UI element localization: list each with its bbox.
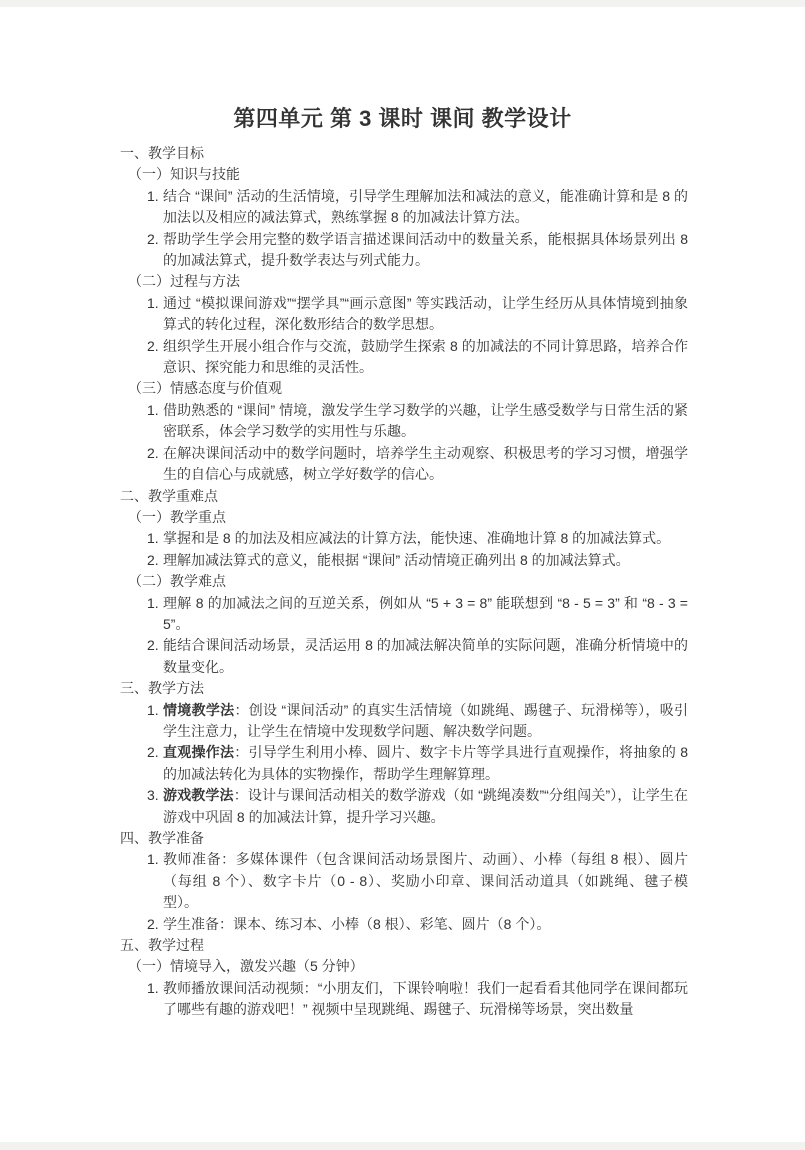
text-run: 帮助学生学会用完整的数学语言描述课间活动中的数量关系，能根据具体场景列出 8 的加减法算式，提升数学表达与列式能力。	[163, 230, 688, 269]
list-item-text	[163, 700, 688, 743]
list-item	[147, 293, 688, 336]
subsection-heading: （二）过程与方法	[128, 273, 240, 290]
bold-text-run: 情境教学法	[163, 701, 235, 718]
list-item-text	[163, 593, 688, 636]
list-item-number: 1.	[147, 594, 159, 611]
list-item	[147, 742, 688, 785]
list-item-text	[163, 528, 688, 549]
text-run: 在解决课间活动中的数学问题时，培养学生主动观察、积极思考的学习习惯，增强学生的自信心与成就感，树立学好数学的信心。	[163, 444, 688, 483]
list-item	[147, 785, 688, 828]
list-item-number: 1.	[147, 187, 159, 204]
list-item-text	[163, 978, 688, 1021]
list-item	[147, 593, 688, 636]
list-item-number: 2.	[147, 444, 159, 461]
text-run: 教师播放课间活动视频：“小朋友们，下课铃响啦！我们一起看看其他同学在课间都玩了哪些有趣的游戏吧！” 视频中呈现跳绳、踢毽子、玩滑梯等场景，突出数量	[163, 979, 688, 1018]
text-run: 掌握和是 8 的加法及相应减法的计算方法，能快速、准确地计算 8 的加减法算式。	[163, 530, 671, 547]
page-title: 第四单元 第 3 课时 课间 教学设计	[233, 106, 572, 131]
bold-text-run: 游戏教学法	[163, 787, 234, 804]
list-item	[147, 550, 688, 571]
list-item-text	[163, 293, 688, 336]
section-heading: 三、教学方法	[120, 680, 204, 697]
list-item-text	[163, 400, 688, 443]
list-item	[147, 635, 688, 678]
list-item-number: 1.	[147, 701, 159, 718]
list-item-number: 2.	[147, 915, 159, 932]
text-run: 教师准备：多媒体课件（包含课间活动场景图片、动画）、小棒（每组 8 根）、圆片（每组 8 个）、数字卡片（0 - 8）、奖励小印章、课间活动道具（如跳绳、毽子模型）。	[163, 851, 688, 911]
list-item	[147, 400, 688, 443]
section-heading: 四、教学准备	[120, 830, 204, 846]
list-item-number: 3.	[147, 787, 159, 804]
text-run: 理解 8 的加减法之间的互逆关系，例如从 “5 + 3 = 8” 能联想到 “8 - 5 = 3” 和 “8 - 3 = 5”。	[163, 594, 688, 632]
list-item-number: 2.	[147, 230, 159, 247]
list-item-text	[163, 229, 688, 272]
text-run: 借助熟悉的 “课间” 情境，激发学生学习数学的兴趣，让学生感受数学与日常生活的紧密联系，体会学习数学的实用性与乐趣。	[163, 401, 688, 440]
text-run: ：创设 “课间活动” 的真实生活情境（如跳绳、踢毽子、玩滑梯等），吸引学生注意力，让学生在情境中发现数学问题、解决数学问题。	[163, 701, 688, 739]
section-heading: 二、教学重难点	[120, 487, 218, 504]
list-item	[147, 336, 688, 379]
list-item	[147, 186, 688, 229]
text-run: 结合 “课间” 活动的生活情境，引导学生理解加法和减法的意义，能准确计算和是 8 的加法以及相应的减法算式，熟练掌握 8 的加减法计算方法。	[163, 187, 688, 226]
list-item-text	[163, 742, 688, 785]
list-item	[147, 914, 688, 935]
text-run: 组织学生开展小组合作与交流，鼓励学生探索 8 的加减法的不同计算思路，培养合作意识、探究能力和思维的灵活性。	[163, 337, 688, 376]
list-item-text	[163, 336, 688, 379]
text-run: 通过 “模拟课间游戏”“摆学具”“画示意图” 等实践活动，让学生经历从具体情境到抽象算式的转化过程，深化数形结合的数学思想。	[163, 294, 688, 333]
list-item-number: 1.	[147, 530, 159, 547]
document-page	[0, 7, 805, 1142]
document-body	[120, 143, 688, 1021]
text-run: 能结合课间活动场景，灵活运用 8 的加减法解决简单的实际问题，准确分析情境中的数量变化。	[163, 637, 688, 675]
list-item	[147, 700, 688, 743]
subsection-heading: （二）教学难点	[128, 573, 226, 590]
list-item-text	[163, 849, 688, 913]
list-item-number: 1.	[147, 401, 159, 418]
section-heading: 一、教学目标	[120, 145, 204, 161]
list-item-text	[163, 785, 688, 828]
section-heading: 五、教学过程	[120, 937, 204, 954]
text-run: ：设计与课间活动相关的数学游戏（如 “跳绳凑数”“分组闯关”），让学生在游戏中巩固 8 的加减法计算，提升学习兴趣。	[163, 787, 688, 825]
subsection-heading: （三）情感态度与价值观	[128, 380, 282, 397]
text-run: ：引导学生利用小棒、圆片、数字卡片等学具进行直观操作，将抽象的 8 的加减法转化为具体的实物操作，帮助学生理解算理。	[163, 744, 688, 782]
list-item-text	[163, 186, 688, 229]
list-item-text	[163, 443, 688, 486]
list-item	[147, 978, 688, 1021]
list-item-number: 2.	[147, 337, 159, 354]
list-item	[147, 849, 688, 913]
list-item-text	[163, 914, 688, 935]
list-item	[147, 528, 688, 549]
list-item-text	[163, 550, 688, 571]
list-item-number: 2.	[147, 744, 159, 761]
list-item	[147, 229, 688, 272]
subsection-heading: （一）教学重点	[128, 508, 226, 525]
list-item-number: 2.	[147, 551, 159, 568]
text-run: 学生准备：课本、练习本、小棒（8 根）、彩笔、圆片（8 个）。	[163, 915, 551, 932]
list-item-number: 1.	[147, 851, 159, 868]
bold-text-run: 直观操作法	[163, 744, 235, 761]
subsection-heading: （一）情境导入，激发兴趣（5 分钟）	[128, 958, 364, 975]
list-item-number: 2.	[147, 637, 159, 654]
text-run: 理解加减法算式的意义，能根据 “课间” 活动情境正确列出 8 的加减法算式。	[163, 551, 630, 568]
list-item	[147, 443, 688, 486]
subsection-heading: （一）知识与技能	[128, 166, 240, 183]
list-item-text	[163, 635, 688, 678]
list-item-number: 1.	[147, 979, 159, 996]
list-item-number: 1.	[147, 294, 159, 311]
